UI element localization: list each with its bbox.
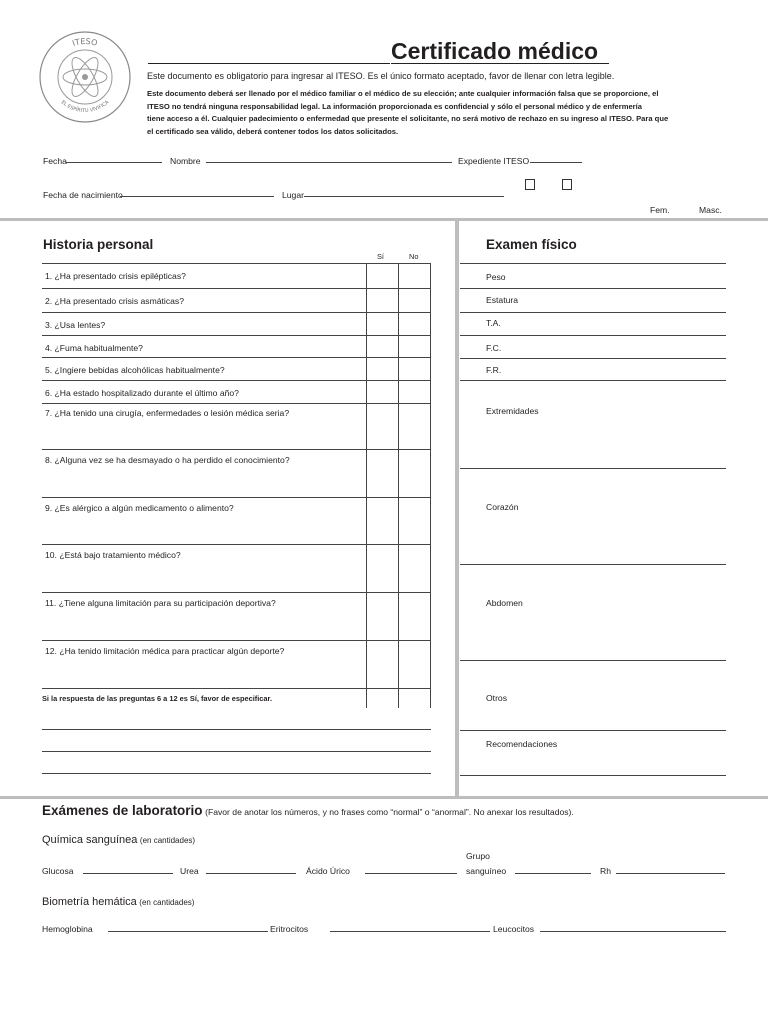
answer-cell-no[interactable]: [399, 404, 430, 449]
examen-item-label: Extremidades: [486, 406, 539, 416]
examen-row-divider: [460, 380, 726, 381]
examen-row-divider: [460, 468, 726, 469]
table-row-divider: [42, 688, 431, 689]
masc-label: Masc.: [699, 205, 722, 215]
grupo-label-2: sanguíneo: [466, 866, 507, 876]
logo-bottom-text: EL ESPÍRITU VIVIFICA: [59, 99, 111, 115]
acido-urico-label: Ácido Úrico: [306, 866, 350, 876]
answer-cell-no[interactable]: [399, 313, 430, 335]
leucocitos-label: Leucocitos: [493, 924, 535, 934]
fem-label: Fem.: [650, 205, 670, 215]
biometria-heading: [42, 896, 194, 908]
col-end-divider: [430, 263, 431, 708]
eritrocitos-label: Eritrocitos: [270, 924, 309, 934]
examen-row-divider: [460, 358, 726, 359]
historia-question: 6. ¿Ha estado hospitalizado durante el último año?: [45, 388, 239, 398]
answer-cell-no[interactable]: [399, 358, 430, 380]
answer-cell-no[interactable]: [399, 381, 430, 403]
expediente-label: Expediente ITESO: [458, 156, 530, 166]
page-title: Certificado médico: [391, 38, 599, 64]
answer-cell-si[interactable]: [367, 545, 398, 592]
quimica-title: Química sanguínea: [42, 834, 138, 846]
disclaimer-line: tiene acceso a él. Cualquier padecimiento o enfermedad que presente el solicitante, no será motivo de rechazo en su ingreso al ITESO. Para que: [147, 114, 669, 123]
fecha-field[interactable]: [66, 162, 162, 163]
eritrocitos-field[interactable]: [330, 931, 490, 932]
leucocitos-field[interactable]: [540, 931, 726, 932]
examen-item-label: F.R.: [486, 365, 502, 375]
laboratorio-subtitle: (Favor de anotar los números, y no frases como “normal” o “anormal”. No anexar los resultados).: [205, 807, 574, 817]
glucosa-label: Glucosa: [42, 866, 74, 876]
examen-item-label: Peso: [486, 272, 506, 282]
historia-question: 12. ¿Ha tenido limitación médica para practicar algún deporte?: [45, 646, 285, 656]
historia-note: Si la respuesta de las preguntas 6 a 12 es Sí, favor de especificar.: [42, 694, 273, 703]
iteso-logo: [38, 30, 132, 124]
answer-cell-si[interactable]: [367, 593, 398, 640]
examen-item-label: Corazón: [486, 502, 519, 512]
answer-cell-no[interactable]: [399, 336, 430, 357]
quimica-heading: [42, 834, 195, 846]
examen-item-label: F.C.: [486, 343, 502, 353]
historia-question: 2. ¿Ha presentado crisis asmáticas?: [45, 296, 184, 306]
col-si-divider: [366, 263, 367, 708]
examen-row-divider: [460, 730, 726, 731]
historia-title: Historia personal: [43, 237, 154, 252]
examen-item-label: Estatura: [486, 295, 519, 305]
fecha-nacimiento-field[interactable]: [120, 196, 274, 197]
disclaimer-line: el certificado sea válido, deberá contener todos los datos solicitados.: [147, 126, 399, 136]
section-divider: [0, 796, 768, 799]
examen-item-label: Recomendaciones: [486, 739, 558, 749]
examen-item-label: Abdomen: [486, 598, 523, 608]
rh-label: Rh: [600, 866, 611, 876]
section-divider: [0, 218, 768, 221]
historia-question: 1. ¿Ha presentado crisis epilépticas?: [45, 271, 186, 281]
col-si-header: Sí: [377, 252, 384, 261]
nombre-field[interactable]: [206, 162, 452, 163]
examen-title: Examen físico: [486, 237, 577, 252]
glucosa-field[interactable]: [83, 873, 173, 874]
answer-cell-si[interactable]: [367, 336, 398, 357]
hemoglobina-field[interactable]: [108, 931, 268, 932]
historia-question: 11. ¿Tiene alguna limitación para su participación deportiva?: [45, 598, 276, 608]
historia-question: 5. ¿Ingiere bebidas alcohólicas habitualmente?: [45, 365, 225, 375]
answer-cell-si[interactable]: [367, 404, 398, 449]
examen-row-divider: [460, 660, 726, 661]
historia-question: 8. ¿Alguna vez se ha desmayado o ha perdido el conocimiento?: [45, 455, 290, 465]
answer-cell-si[interactable]: [367, 264, 398, 288]
examen-row-divider: [460, 288, 726, 289]
answer-cell-si[interactable]: [367, 498, 398, 544]
answer-cell-no[interactable]: [399, 264, 430, 288]
answer-cell-si[interactable]: [367, 381, 398, 403]
historia-question: 10. ¿Está bajo tratamiento médico?: [45, 550, 181, 560]
quimica-sub: (en cantidades): [139, 836, 196, 845]
examen-item-label: Otros: [486, 693, 508, 703]
laboratorio-heading: [42, 803, 574, 818]
examen-row-divider: [460, 564, 726, 565]
biometria-sub: (en cantidades): [139, 898, 195, 907]
answer-cell-si[interactable]: [367, 289, 398, 312]
specify-line[interactable]: [42, 729, 431, 730]
historia-question: 7. ¿Ha tenido una cirugía, enfermedades o lesión médica seria?: [45, 408, 290, 418]
logo-top-text: ITESO: [71, 36, 99, 48]
answer-cell-si[interactable]: [367, 313, 398, 335]
answer-cell-no[interactable]: [399, 450, 430, 497]
examen-row-divider: [460, 335, 726, 336]
answer-cell-si[interactable]: [367, 641, 398, 688]
fecha-label: Fecha: [43, 156, 67, 166]
historia-question: 9. ¿Es alérgico a algún medicamento o alimento?: [45, 503, 234, 513]
examen-item-label: T.A.: [486, 318, 501, 328]
answer-cell-no[interactable]: [399, 641, 430, 688]
specify-line[interactable]: [42, 751, 431, 752]
urea-field[interactable]: [206, 873, 296, 874]
intro-line: Este documento es obligatorio para ingresar al ITESO. Es el único formato aceptado, favor de llenar con letra legible.: [147, 71, 615, 81]
laboratorio-title: Exámenes de laboratorio: [42, 803, 203, 818]
lugar-field[interactable]: [304, 196, 504, 197]
fem-checkbox[interactable]: [525, 179, 535, 190]
disclaimer-line: ITESO no tendrá ninguna responsabilidad legal. La información proporcionada es confidencial y sólo el personal médico y de enfermería: [147, 101, 642, 111]
specify-line[interactable]: [42, 773, 431, 774]
urea-label: Urea: [180, 866, 199, 876]
answer-cell-si[interactable]: [367, 358, 398, 380]
rh-field[interactable]: [616, 873, 725, 874]
hemoglobina-label: Hemoglobina: [42, 924, 93, 934]
answer-cell-no[interactable]: [399, 593, 430, 640]
nombre-label: Nombre: [170, 156, 201, 166]
answer-cell-no[interactable]: [399, 545, 430, 592]
masc-checkbox[interactable]: [562, 179, 572, 190]
col-no-divider: [398, 263, 399, 708]
fecha-nacimiento-label: Fecha de nacimiento: [43, 190, 123, 200]
historia-question: 4. ¿Fuma habitualmente?: [45, 343, 143, 353]
grupo-label-1: Grupo: [466, 851, 490, 861]
lugar-label: Lugar: [282, 190, 304, 200]
biometria-title: Biometría hemática: [42, 896, 137, 908]
expediente-field[interactable]: [530, 162, 582, 163]
answer-cell-no[interactable]: [399, 289, 430, 312]
column-divider: [455, 221, 459, 798]
historia-question: 3. ¿Usa lentes?: [45, 320, 106, 330]
disclaimer: [147, 88, 727, 138]
examen-row-divider: [460, 775, 726, 776]
col-no-header: No: [409, 252, 419, 261]
disclaimer-line: Este documento deberá ser llenado por el médico familiar o el médico de su elección; ante cualquier información falsa que se proporcione, el: [147, 89, 659, 98]
acido-urico-field[interactable]: [365, 873, 457, 874]
answer-cell-si[interactable]: [367, 450, 398, 497]
grupo-field[interactable]: [515, 873, 591, 874]
examen-row-divider: [460, 312, 726, 313]
examen-row-divider: [460, 263, 726, 264]
answer-cell-no[interactable]: [399, 498, 430, 544]
